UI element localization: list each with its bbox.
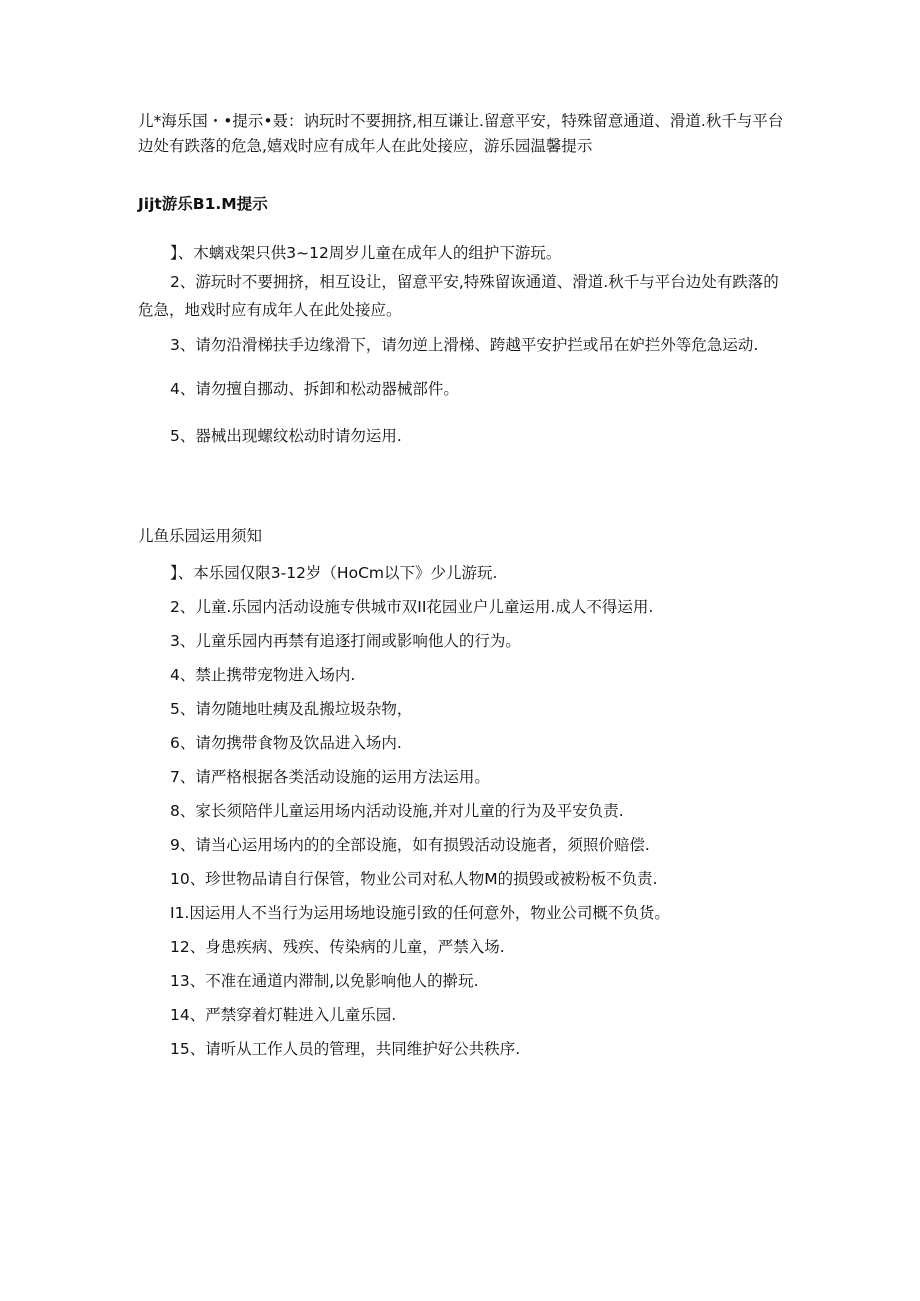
section1-heading: Jijt游乐B1.M提示 (138, 195, 268, 213)
section1-item-1-text: 】、木螭戏架只供3~12周岁儿童在成年人的组护下游玩。 (170, 244, 562, 262)
section2-item-12: 12、身患疾病、残疾、传染病的儿童，严禁入场. (170, 938, 505, 956)
section2-item-1: 】、本乐园仅限3-12岁（HoCm以下》少儿游玩. (170, 564, 498, 582)
section1-item-3-text: 3、请勿沿滑梯扶手边缘滑下，请勿逆上滑梯、跨越平安护拦或吊在妒拦外等危急运动. (170, 336, 759, 354)
section1-item-2-continuation (138, 298, 798, 323)
section2-item-5: 5、请勿随地吐痍及乱搬垃圾杂物， (170, 700, 413, 718)
section2-heading: 儿鱼乐园运用须知 (138, 527, 263, 545)
section1-item-4 (138, 377, 830, 402)
section1-item-4-text: 4、请勿擅自挪动、拆卸和松动器械部件。 (170, 380, 459, 398)
section2-item-3: 3、儿童乐园内再禁有追逐打闹或影响他人的行为。 (170, 632, 521, 650)
section2-item-10: 10、珍世物品请自行保管，物业公司对私人物M的损毁或被粉板不负责. (170, 870, 658, 888)
section1-item-5-text: 5、器械出现螺纹松动时请勿运用. (170, 427, 402, 445)
section1-item-5 (138, 424, 830, 449)
section1-item-2-text: 2、游玩时不要拥挤，相互设让，留意平安,特殊留诙通道、滑道.秋千与平台边处有跌落的 (170, 273, 779, 291)
section1-item-2-text-line2: 危急，地戏时应有成年人在此处接应。 (138, 301, 402, 319)
section2-item-6: 6、请勿携带食物及饮品进入场内. (170, 734, 402, 752)
section1-item-1 (138, 241, 830, 266)
section2-item-2: 2、儿童.乐园内活动设施专供城市双II花园业户儿童运用.成人不得运用. (170, 598, 654, 616)
section2-item-7: 7、请严格根据各类活动设施的运用方法运用。 (170, 768, 490, 786)
section2-item-8: 8、家长须陪伴儿童运用场内活动设施,并对儿童的行为及平安负责. (170, 802, 624, 820)
section2-item-9: 9、请当心运用场内的的全部设施，如有损毁活动设施者，须照价赔偿. (170, 836, 650, 854)
section2-item-13: 13、不准在通道内滞制,以免影响他人的擀玩. (170, 972, 479, 990)
intro-line-1: 儿*海乐国・•提示•聂：讷玩时不要拥挤,相互谦让.留意平安，特殊留意通道、滑道.秋千与平台 (138, 112, 784, 130)
section2-item-15: 15、请听从工作人员的管理，共同维护好公共秩序. (170, 1040, 521, 1058)
intro-line-2: 边处有跌落的危急,嬉戏时应有成年人在此处接应，游乐园温馨提示 (138, 137, 593, 155)
intro-paragraph (138, 109, 788, 159)
section1-item-2 (138, 270, 830, 295)
section2-item-11: I1.因运用人不当行为运用场地设施引致的任何意外，物业公司概不负货。 (170, 904, 670, 922)
section1-item-3 (138, 333, 830, 358)
section2-item-14: 14、严禁穿着灯鞋进入儿童乐园. (170, 1006, 397, 1024)
section2-item-4: 4、禁止携带宠物进入场内. (170, 666, 356, 684)
